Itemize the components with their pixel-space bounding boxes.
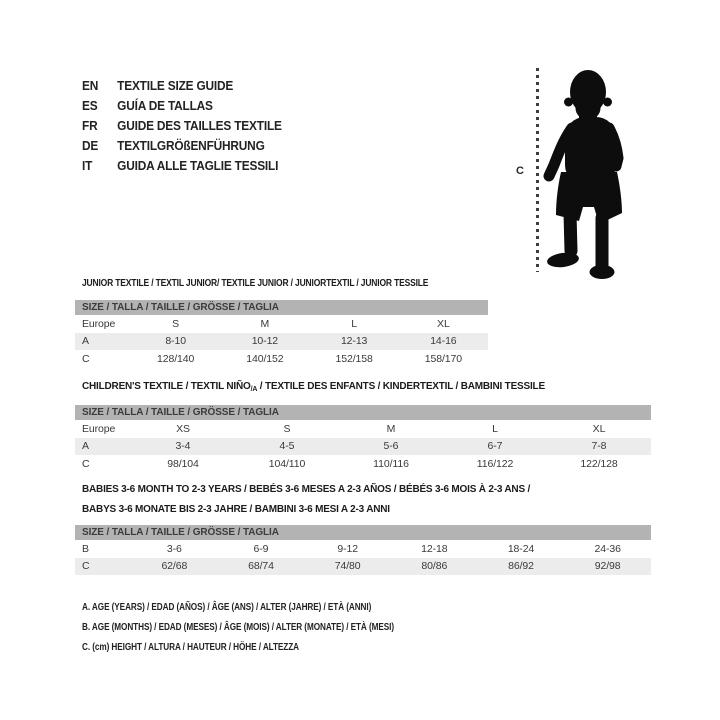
table-cell: 10-12: [251, 335, 279, 348]
table-cell: 12-18: [421, 542, 448, 555]
size-header-bar: SIZE / TALLA / TAILLE / GRÖSSE / TAGLIA: [75, 525, 651, 540]
language-title: GUIDA ALLE TAGLIE TESSILI: [117, 159, 279, 173]
junior-table-title: JUNIOR TEXTILE / TEXTIL JUNIOR/ TEXTILE JUNIOR / JUNIORTEXTIL / JUNIOR TESSILE: [82, 278, 429, 289]
row-label: A: [82, 335, 89, 348]
footnote-a: A. AGE (YEARS) / EDAD (AÑOS) / ÂGE (ANS) / ALTER (JAHRE) / ETÀ (ANNI): [82, 602, 372, 613]
language-code: FR: [82, 119, 98, 133]
table-cell: 3-6: [166, 542, 182, 555]
table-cell: 110/116: [373, 457, 409, 470]
toddler-silhouette-icon: [540, 55, 680, 280]
table-cell: 158/170: [424, 352, 462, 365]
table-cell: S: [172, 317, 180, 330]
language-code: DE: [82, 139, 99, 153]
language-code: IT: [82, 159, 93, 173]
babies-size-table: [75, 525, 651, 575]
language-row-es: [82, 96, 282, 116]
table-row-height: [75, 350, 488, 368]
language-title: GUÍA DE TALLAS: [117, 99, 213, 113]
table-cell: 4-5: [279, 440, 295, 453]
row-label: Europe: [82, 422, 116, 435]
junior-size-table: [75, 300, 488, 368]
footnote-list: [82, 598, 394, 658]
language-row-de: [82, 136, 282, 156]
table-cell: XS: [176, 422, 190, 435]
babies-table-title-line2: BABYS 3-6 MONATE BIS 2-3 JAHRE / BAMBINI 3-6 MESI A 2-3 ANNI: [82, 504, 390, 515]
table-cell: XL: [437, 317, 450, 330]
row-label: Europe: [82, 317, 116, 330]
size-header-bar: SIZE / TALLA / TAILLE / GRÖSSE / TAGLIA: [75, 405, 651, 420]
table-cell: 74/80: [334, 560, 361, 573]
table-cell: 122/128: [580, 457, 618, 470]
children-title-subscript: /A: [250, 386, 258, 393]
table-cell: 116/122: [476, 457, 514, 470]
table-cell: 9-12: [337, 542, 358, 555]
table-cell: 5-6: [383, 440, 399, 453]
table-cell: 92/98: [594, 560, 621, 573]
table-row-height: [75, 558, 651, 576]
table-row-months: [75, 540, 651, 558]
table-cell: S: [283, 422, 291, 435]
children-table-title: [82, 381, 545, 396]
language-code: ES: [82, 99, 98, 113]
table-cell: 86/92: [508, 560, 534, 573]
table-cell: 3-4: [175, 440, 191, 453]
table-cell: 152/158: [335, 352, 373, 365]
table-cell: 12-13: [340, 335, 368, 348]
table-cell: 68/74: [248, 560, 274, 573]
table-row-age: [75, 333, 488, 351]
table-cell: 6-9: [253, 542, 269, 555]
table-cell: 80/86: [421, 560, 448, 573]
language-title: TEXTILGRÖßENFÜHRUNG: [117, 139, 265, 153]
row-label: C: [82, 457, 90, 470]
row-label: A: [82, 440, 89, 453]
table-cell: 62/68: [161, 560, 188, 573]
language-code: EN: [82, 79, 99, 93]
language-title: TEXTILE SIZE GUIDE: [117, 79, 234, 93]
table-cell: 104/110: [268, 457, 306, 470]
table-cell: M: [260, 317, 270, 330]
language-row-fr: [82, 116, 282, 136]
language-row-it: [82, 156, 282, 176]
babies-table-title-line1: BABIES 3-6 MONTH TO 2-3 YEARS / BEBÉS 3-6 MESES A 2-3 AÑOS / BÉBÉS 3-6 MOIS À 2-3 ANS /: [82, 484, 531, 495]
table-row-height: [75, 455, 651, 473]
language-title: GUIDE DES TAILLES TEXTILE: [117, 119, 282, 133]
table-row-age: [75, 438, 651, 456]
table-cell: 24-36: [594, 542, 621, 555]
table-cell: 8-10: [165, 335, 186, 348]
height-measure-dotted-line: [536, 68, 539, 272]
table-cell: M: [386, 422, 396, 435]
children-title-post: / TEXTILE DES ENFANTS / KINDERTEXTIL / BAMBINI TESSILE: [257, 381, 545, 392]
table-cell: 98/104: [167, 457, 199, 470]
row-label: C: [82, 352, 90, 365]
size-header-bar: SIZE / TALLA / TAILLE / GRÖSSE / TAGLIA: [75, 300, 488, 315]
row-label: B: [82, 542, 89, 555]
table-cell: L: [492, 422, 498, 435]
language-row-en: [82, 76, 282, 96]
footnote-b: B. AGE (MONTHS) / EDAD (MESES) / ÂGE (MOIS) / ALTER (MONATE) / ETÀ (MESI): [82, 622, 394, 633]
table-row-europe: [75, 315, 488, 333]
table-cell: 18-24: [507, 542, 535, 555]
table-cell: 140/152: [246, 352, 284, 365]
table-cell: 7-8: [591, 440, 607, 453]
row-label: C: [82, 560, 90, 573]
table-cell: 6-7: [487, 440, 503, 453]
children-title-pre: CHILDREN'S TEXTILE / TEXTIL NIÑO: [82, 381, 251, 392]
children-size-table: [75, 405, 651, 473]
language-list: [82, 76, 282, 176]
footnote-c: C. (cm) HEIGHT / ALTURA / HAUTEUR / HÖHE / ALTEZZA: [82, 642, 299, 653]
table-cell: 14-16: [430, 335, 457, 348]
table-row-europe: [75, 420, 651, 438]
table-cell: 128/140: [156, 352, 195, 365]
table-cell: L: [351, 317, 357, 330]
height-measure-label: C: [516, 165, 524, 177]
table-cell: XL: [592, 422, 606, 435]
